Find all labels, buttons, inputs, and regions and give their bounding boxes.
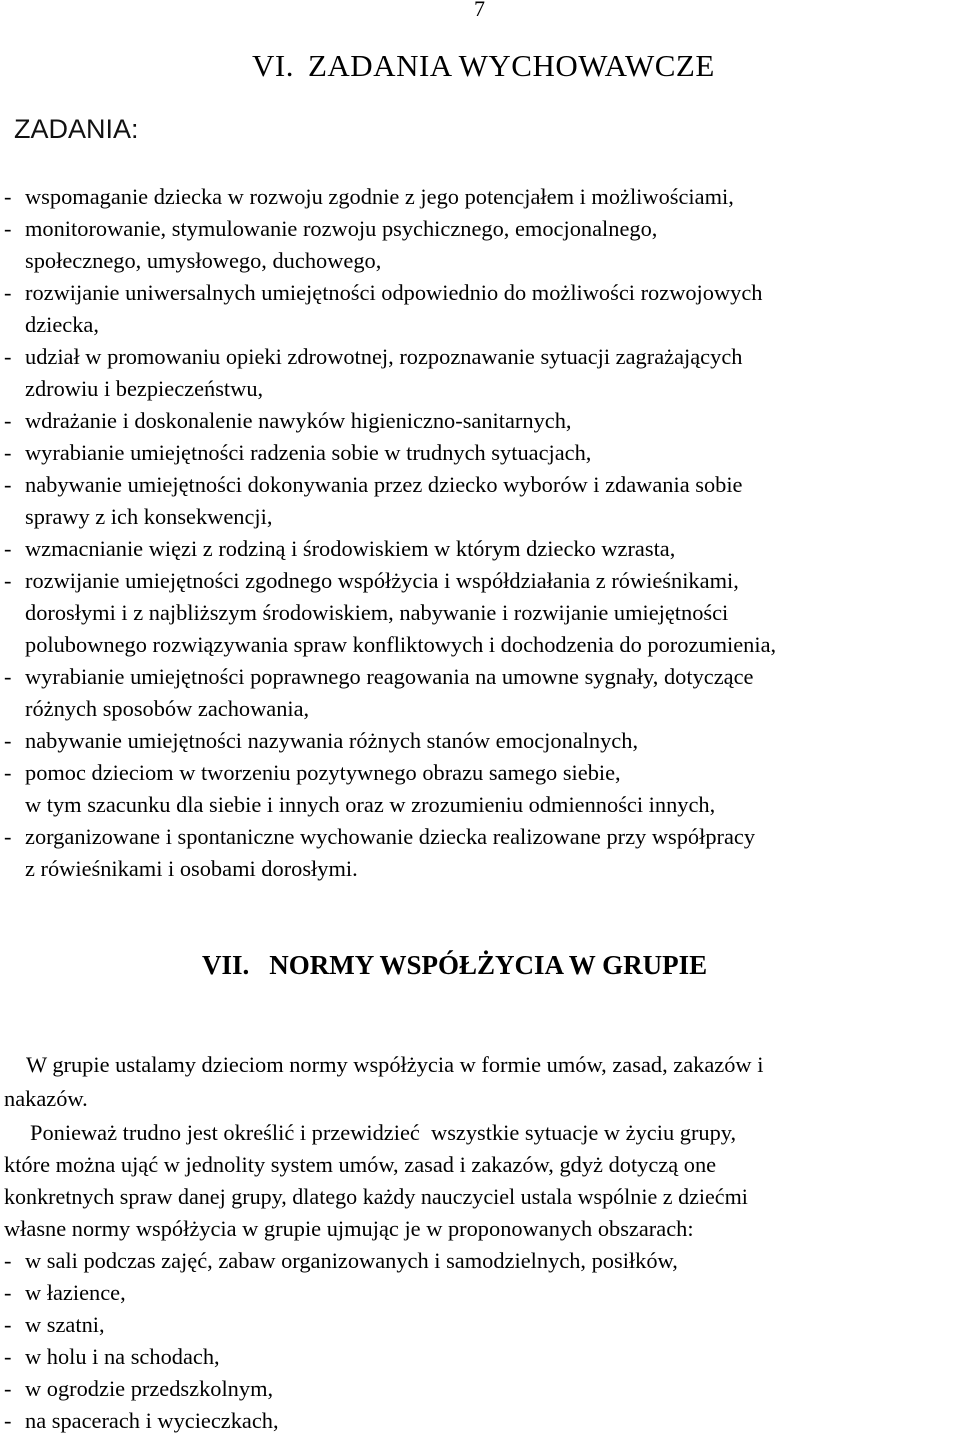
section-heading: NORMY WSPÓŁŻYCIA W GRUPIE <box>269 950 708 980</box>
section-heading: ZADANIA WYCHOWAWCZE <box>307 48 715 83</box>
list-item-text: w tym szacunku dla siebie i innych oraz w zrozumieniu odmienności innych, <box>25 792 716 817</box>
list-dash: - <box>4 568 12 593</box>
list-dash: - <box>4 824 12 849</box>
list-item-text: pomoc dzieciom w tworzeniu pozytywnego obrazu samego siebie, <box>25 760 621 785</box>
paragraph-text: które można ująć w jednolity system umów, zasad i zakazów, gdyż dotyczą one <box>4 1152 717 1177</box>
list-item-text: rozwijanie umiejętności zgodnego współżycia i współdziałania z rówieśnikami, <box>25 568 739 593</box>
paragraph-text: własne normy współżycia w grupie ujmując je w proponowanych obszarach: <box>4 1216 694 1241</box>
section-number: VII. <box>202 950 250 980</box>
list-dash: - <box>4 216 12 241</box>
list-item-text: nabywanie umiejętności nazywania różnych stanów emocjonalnych, <box>25 728 639 753</box>
list-dash: - <box>4 760 12 785</box>
list-item-text: monitorowanie, stymulowanie rozwoju psychicznego, emocjonalnego, <box>25 216 658 241</box>
paragraph-line <box>4 1149 954 1181</box>
paragraph-line <box>4 1213 954 1245</box>
section-title-vii <box>202 950 707 981</box>
list-dash: - <box>4 280 12 305</box>
list-item-text: udział w promowaniu opieki zdrowotnej, rozpoznawanie sytuacji zagrażających <box>25 344 743 369</box>
list-dash: - <box>4 536 12 561</box>
list-dash: - <box>4 728 12 753</box>
paragraph-text: konkretnych spraw danej grupy, dlatego każdy nauczyciel ustala wspólnie z dziećmi <box>4 1184 748 1209</box>
paragraph-text: Ponieważ trudno jest określić i przewidzieć wszystkie sytuacje w życiu grupy, <box>30 1120 737 1145</box>
paragraph-text: W grupie ustalamy dzieciom normy współżycia w formie umów, zasad, zakazów i <box>26 1052 764 1077</box>
list-dash: - <box>4 1312 12 1337</box>
paragraph-line <box>26 1049 956 1081</box>
list-dash: - <box>4 1280 12 1305</box>
paragraph-text: nakazów. <box>4 1086 88 1111</box>
list-dash: - <box>4 440 12 465</box>
list-item-text: dziecka, <box>25 312 99 337</box>
paragraph-line <box>4 1181 954 1213</box>
list-dash: - <box>4 184 12 209</box>
list-item-text: nabywanie umiejętności dokonywania przez dziecko wyborów i zdawania sobie <box>25 472 743 497</box>
list-dash: - <box>4 1408 12 1433</box>
paragraph-line <box>30 1117 956 1149</box>
list-dash: - <box>4 1248 12 1273</box>
list-item-text: z rówieśnikami i osobami dorosłymi. <box>25 856 358 881</box>
list-dash: - <box>4 1376 12 1401</box>
list-item-text: na spacerach i wycieczkach, <box>25 1408 279 1433</box>
list-item-text: wyrabianie umiejętności poprawnego reagowania na umowne sygnały, dotyczące <box>25 664 754 689</box>
list-dash: - <box>4 472 12 497</box>
list-dash: - <box>4 1344 12 1369</box>
page-number: 7 <box>474 0 485 21</box>
list-item-text: rozwijanie uniwersalnych umiejętności odpowiednio do możliwości rozwojowych <box>25 280 763 305</box>
list-dash: - <box>4 344 12 369</box>
list-item-text: w ogrodzie przedszkolnym, <box>25 1376 274 1401</box>
list-item-text: polubownego rozwiązywania spraw konfliktowych i dochodzenia do porozumienia, <box>25 632 777 657</box>
list-item-text: wyrabianie umiejętności radzenia sobie w trudnych sytuacjach, <box>25 440 592 465</box>
list-dash: - <box>4 408 12 433</box>
list-item-text: wspomaganie dziecka w rozwoju zgodnie z jego potencjałem i możliwościami, <box>25 184 734 209</box>
section-number: VI. <box>252 48 294 83</box>
paragraph-line <box>4 1083 954 1115</box>
section-title-vi <box>252 48 715 84</box>
list-item-text: w sali podczas zajęć, zabaw organizowanych i samodzielnych, posiłków, <box>25 1248 678 1273</box>
list-item-text: społecznego, umysłowego, duchowego, <box>25 248 382 273</box>
list-item-text: w łazience, <box>25 1280 126 1305</box>
list-item-text: w szatni, <box>25 1312 105 1337</box>
list-item-text: różnych sposobów zachowania, <box>25 696 310 721</box>
list-item-text: zdrowiu i bezpieczeństwu, <box>25 376 264 401</box>
list-item-text: dorosłymi i z najbliższym środowiskiem, nabywanie i rozwijanie umiejętności <box>25 600 729 625</box>
list-item-text: w holu i na schodach, <box>25 1344 220 1369</box>
list-item-text: sprawy z ich konsekwencji, <box>25 504 273 529</box>
tasks-label: ZADANIA: <box>14 114 139 144</box>
list-item-text: zorganizowane i spontaniczne wychowanie dziecka realizowane przy współpracy <box>25 824 756 849</box>
list-dash: - <box>4 664 12 689</box>
list-item-text: wdrażanie i doskonalenie nawyków higieniczno-sanitarnych, <box>25 408 572 433</box>
list-item-text: wzmacnianie więzi z rodziną i środowiskiem w którym dziecko wzrasta, <box>25 536 676 561</box>
